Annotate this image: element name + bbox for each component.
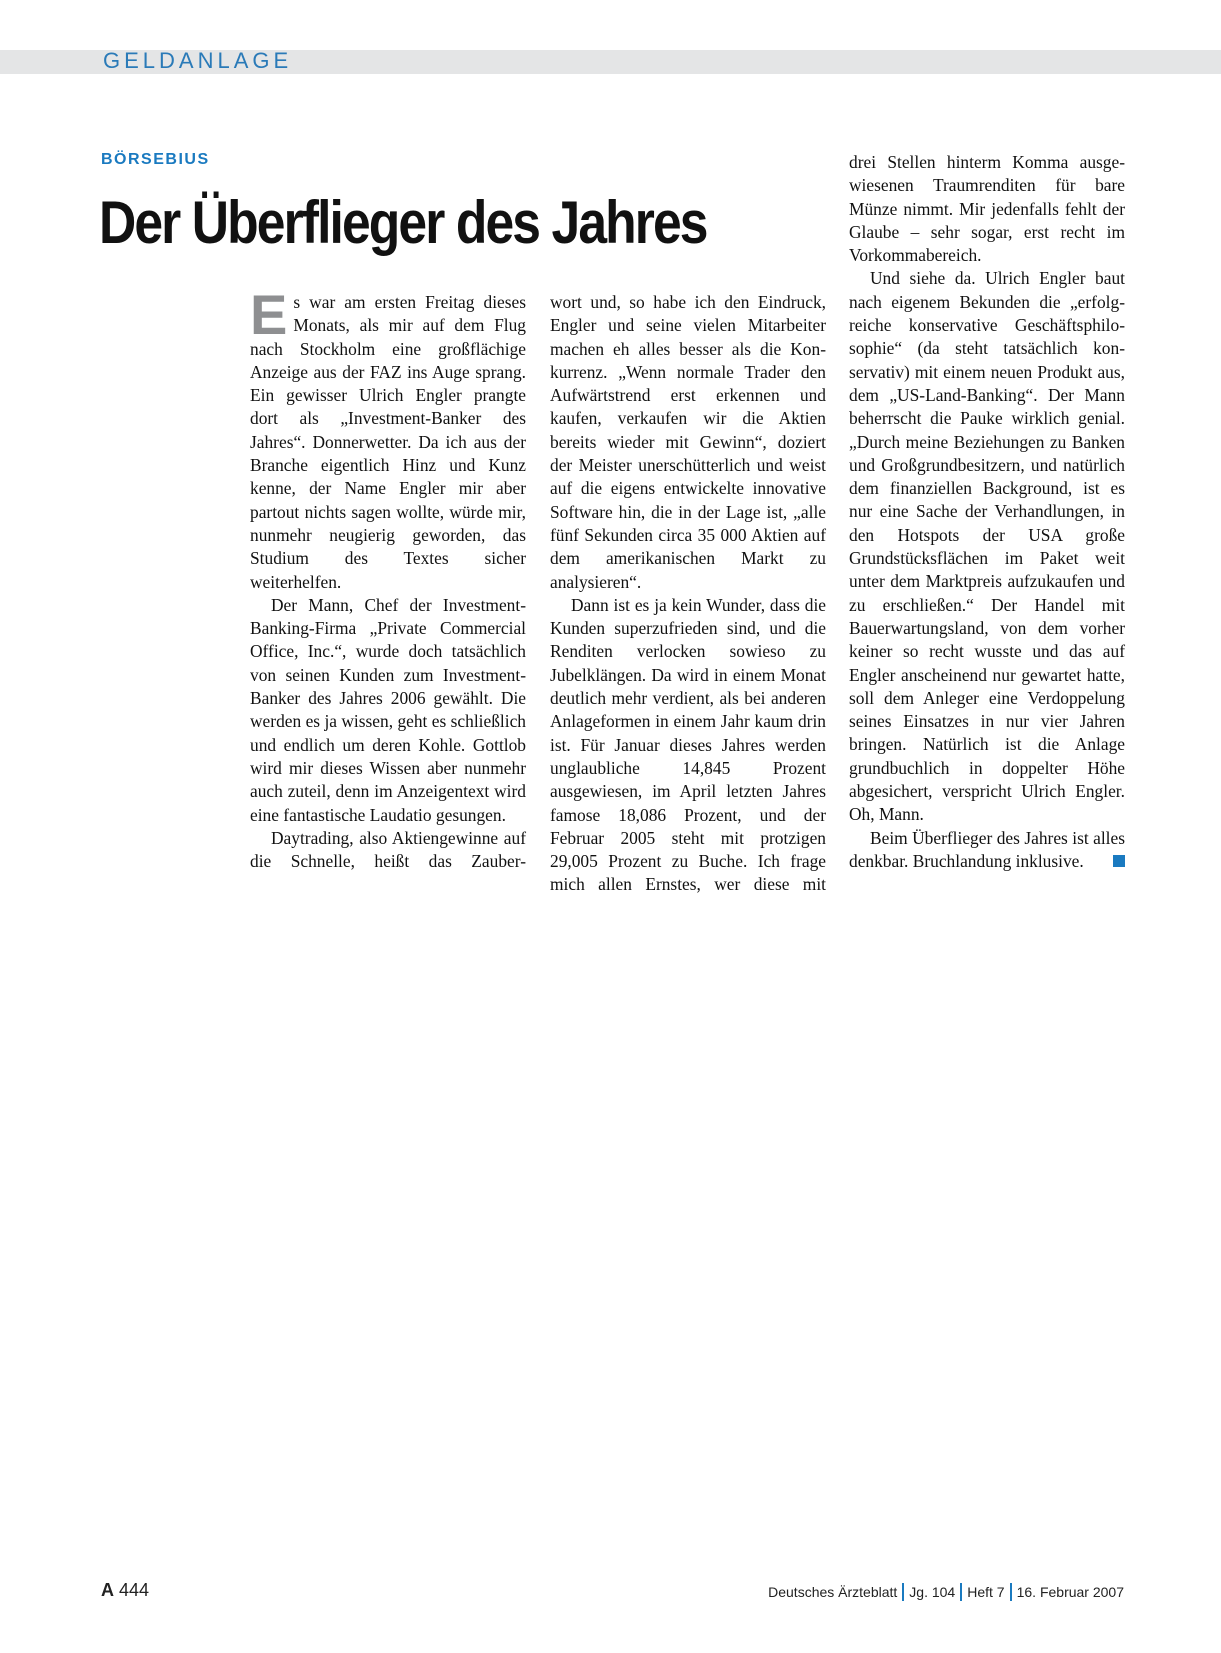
paragraph: wort und, so habe ich den Eindruck, Engler und seine vielen Mitarbeiter machen eh alles besser als die Konkurrenz. „Wenn normale Trader den Aufwärtstrend erst erkennen und kaufen, verkaufen wir die Aktien bereits wieder mit Gewinn“, doziert der Meister unerschütterlich und weist auf die eigens entwickelte innovative Software hin, die in der Lage ist, „alle fünf Sekunden circa 35 000 Aktien auf dem amerikanischen Markt zu analysieren“.: [550, 292, 826, 592]
separator: [960, 1583, 962, 1601]
paragraph: Und siehe da. Ulrich Engler baut nach eigenem Bekunden die „erfolgreiche konservative Geschäftsphilosophie“ (da steht tatsächlich konservativ) mit einem neuen Produkt aus, dem „US-Land-Banking“. Der Mann beherrscht die Pauke wirklich genial. „Durch meine Beziehungen zu Banken und Großgrundbesitzern, und natürlich dem finanziellen Background, ist es nur eine Sache der Verhandlungen, in den Hotspots der USA große Grundstücksflächen im Paket weit unter dem Marktpreis aufzukaufen und zu erschließen.“ Der Handel mit Bauerwartungsland, von dem vorher keiner so recht wusste und das auf Engler anscheinend nur gewartet hatte, soll dem Anleger eine Verdoppelung seines Einsatzes in nur vier Jahren bringen. Natürlich ist die Anlage grundbuchlich in doppelter Höhe abgesichert, verspricht Ulrich Engler. Oh, Mann.: [849, 268, 1125, 825]
paragraph: Daytrading, also Aktiengewinne auf die Schnelle, heißt das Zauber-: [250, 827, 526, 872]
separator: [902, 1583, 904, 1601]
paragraph: Beim Überflieger des Jahres ist alles denkbar. Bruchlandung inklusive.: [849, 827, 1125, 871]
article-column-3: [849, 151, 1125, 873]
journal-volume: Jg. 104: [909, 1584, 956, 1600]
paragraph: drei Stellen hinterm Komma ausgewiesenen Traumrenditen für bare Münze nimmt. Mir jedenfalls fehlt der Glaube – sehr sogar, erst recht im Vorkommabereich.: [849, 152, 1125, 266]
article-kicker: BÖRSEBIUS: [101, 151, 210, 168]
article-title: Der Überflieger des Jahres: [99, 189, 707, 256]
page-number: A 444: [101, 1580, 150, 1600]
drop-cap: E: [250, 283, 288, 346]
article-column-1: [250, 283, 526, 873]
section-label: GELDANLAGE: [103, 48, 293, 73]
journal-issue: Heft 7: [967, 1584, 1005, 1600]
paragraph: Es war am ersten Freitag dieses Monats, als mir auf dem Flug nach Stockholm eine großflächige Anzeige aus der FAZ ins Auge sprang. Ein gewisser Ulrich Engler prangte dort als „Investment-Banker des Jahres“. Donnerwetter. Da ich aus der Branche eigentlich Hinz und Kunz kenne, der Name Engler mir aber partout nichts sagen wollte, würde mir, nunmehr neugierig geworden, das Studium des Textes sicher weiterhelfen.: [250, 283, 526, 592]
separator: [1010, 1583, 1012, 1601]
article-column-2: [550, 291, 826, 897]
journal-name: Deutsches Ärzteblatt: [768, 1584, 898, 1600]
paragraph: Dann ist es ja kein Wunder, dass die Kunden superzufrieden sind, und die Renditen verlocken sowieso zu Jubelklängen. Da wird in einem Monat deutlich mehr verdient, als bei anderen Anlageformen in einem Jahr kaum drin ist. Für Januar dieses Jahres werden unglaubliche 14,845 Prozent ausgewiesen, im April letzten Jahres famose 18,086 Prozent, und der Februar 2005 steht mit protzigen 29,005 Prozent zu Buche. Ich frage mich allen Ernstes, wer diese mit: [550, 594, 826, 895]
end-of-article-icon: [1113, 855, 1125, 867]
journal-citation: [768, 1583, 1124, 1601]
journal-date: 16. Februar 2007: [1016, 1584, 1124, 1600]
paragraph: Der Mann, Chef der Investment-Banking-Firma „Private Commercial Office, Inc.“, wurde doch tatsächlich von seinen Kunden zum Investment-Banker des Jahres 2006 gewählt. Die werden es ja wissen, geht es schließlich und endlich um deren Kohle. Gottlob wird mir dieses Wissen aber nunmehr auch zuteil, denn im Anzeigentext wird eine fantastische Laudatio gesungen.: [250, 594, 526, 825]
